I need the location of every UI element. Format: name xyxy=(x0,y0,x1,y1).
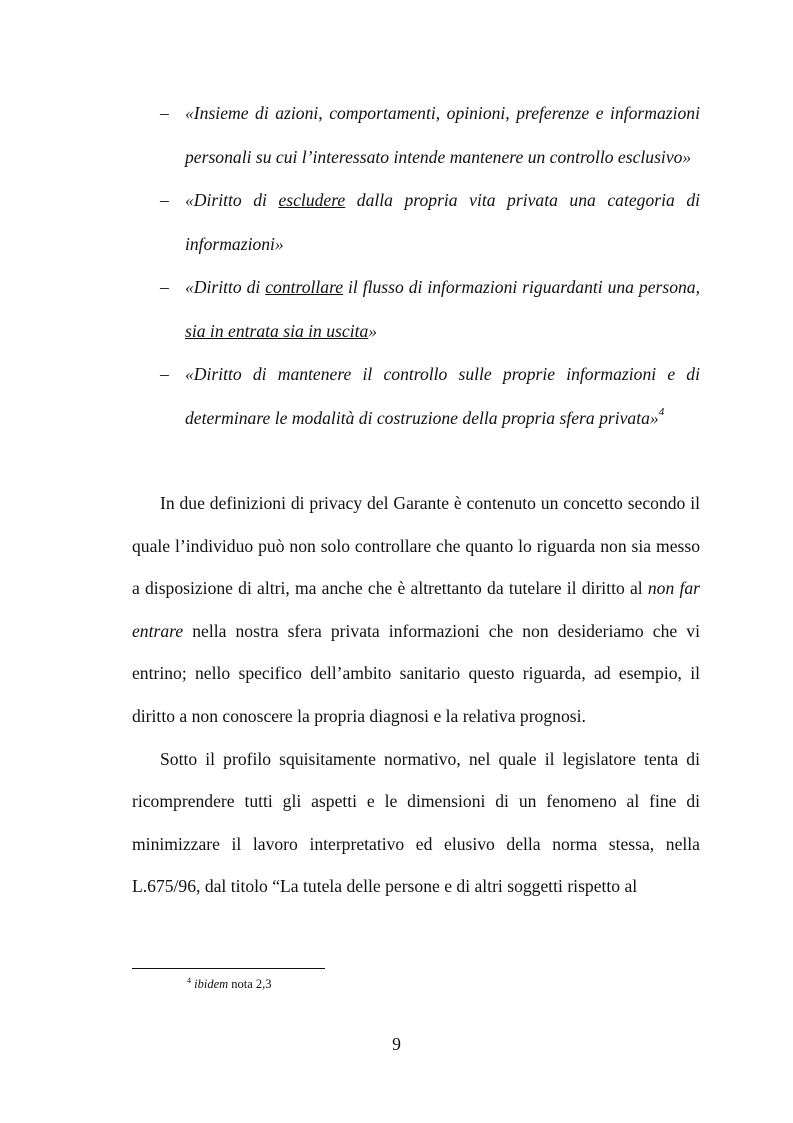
underlined-term: escludere xyxy=(278,190,346,210)
footnote-divider xyxy=(132,968,325,969)
list-item xyxy=(160,353,700,440)
emphasis-text: non far entrare xyxy=(132,578,700,641)
list-item-text xyxy=(185,179,700,266)
list-item-text xyxy=(185,266,700,353)
text-segment: «Diritto di xyxy=(185,277,266,297)
body-text xyxy=(132,482,700,908)
bullet-dash: – xyxy=(160,277,169,297)
text-segment: In due definizioni di privacy del Garante è contenuto un concetto secondo il quale l’individuo può non solo controllare che quanto lo riguarda non sia messo a disposizione di altri, ma anche che è altrettanto da tutelare il diritto al xyxy=(132,493,700,599)
bullet-dash: – xyxy=(160,364,169,384)
text-segment: nella nostra sfera privata informazioni che non desideriamo che vi entrino; nello specifico dell’ambito sanitario questo riguarda, ad esempio, il diritto a non conoscere la propria diagnosi e la relativa prognosi. xyxy=(132,620,700,726)
text-segment: il flusso di informazioni riguardanti una persona, xyxy=(343,277,700,297)
list-item-text xyxy=(185,92,700,179)
page-number: 9 xyxy=(392,1034,401,1054)
text-segment: dalla propria vita privata una categoria di informazioni» xyxy=(185,190,700,254)
list-item-text xyxy=(185,353,700,440)
footnote-number: 4 xyxy=(187,976,191,985)
paragraph xyxy=(132,738,700,908)
footnote-text: nota 2,3 xyxy=(228,977,272,991)
footnote xyxy=(187,976,272,992)
footnote-italic: ibidem xyxy=(194,977,229,991)
underlined-term: controllare xyxy=(265,277,344,297)
text-segment: «Insieme di azioni, comportamenti, opinioni, preferenze e informazioni personali su cui l’interessato intende mantenere un controllo esclusivo» xyxy=(185,103,700,167)
text-segment: » xyxy=(368,320,378,341)
footnote-reference[interactable]: 4 xyxy=(658,405,665,418)
text-segment: «Diritto di mantenere il controllo sulle proprie informazioni e di determinare le modalità di costruzione della propria sfera privata» xyxy=(185,364,700,428)
paragraph xyxy=(132,482,700,738)
list-item xyxy=(160,92,700,179)
bullet-dash: – xyxy=(160,103,169,123)
underlined-term: sia in entrata sia in uscita xyxy=(185,320,369,341)
text-segment: «Diritto di xyxy=(185,190,279,210)
definition-list xyxy=(160,92,700,440)
text-segment: Sotto il profilo squisitamente normativo, nel quale il legislatore tenta di ricomprendere tutti gli aspetti e le dimensioni di un fenomeno al fine di minimizzare il lavoro interpretativo ed elusivo della norma stessa, nella L.675/96, dal titolo “La tutela delle persone e di altri soggetti rispetto al xyxy=(132,748,700,897)
list-item xyxy=(160,179,700,266)
list-item xyxy=(160,266,700,353)
bullet-dash: – xyxy=(160,190,169,210)
